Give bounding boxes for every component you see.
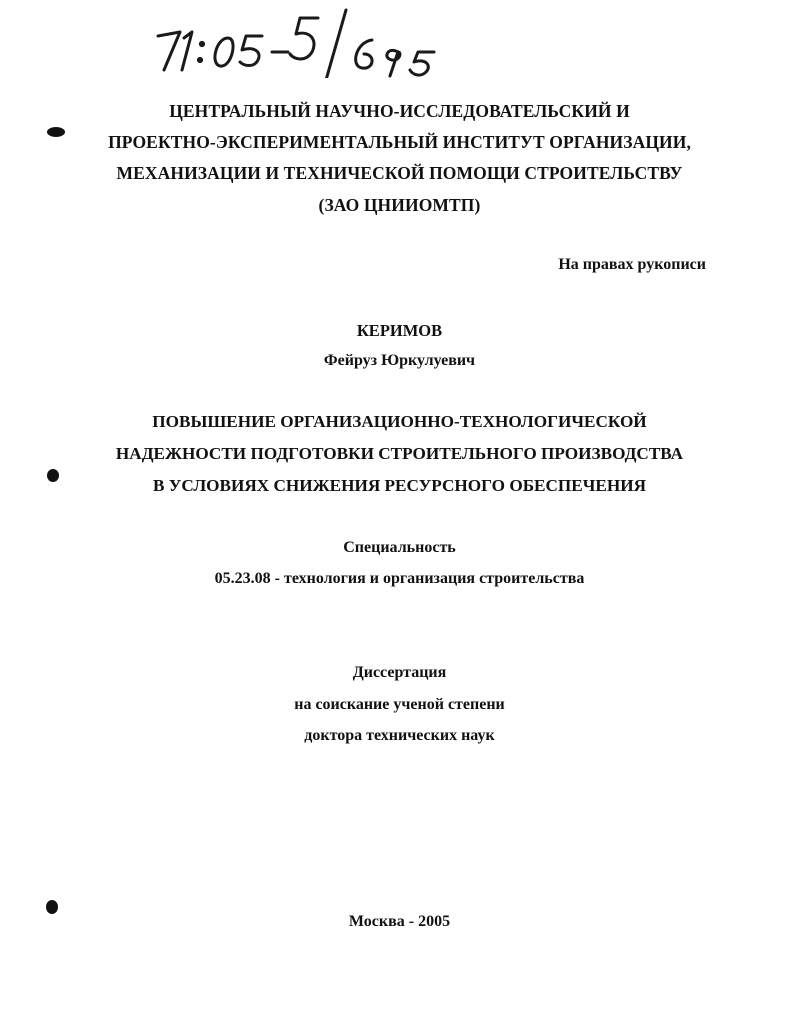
specialty-label: Специальность [343, 539, 456, 556]
punch-hole-mark [46, 900, 58, 914]
degree-line: доктора технических наук [304, 727, 495, 744]
institute-line: МЕХАНИЗАЦИИ И ТЕХНИЧЕСКОЙ ПОМОЩИ СТРОИТЕЛЬСТВУ [116, 163, 683, 183]
institute-line: ЦЕНТРАЛЬНЫЙ НАУЧНО-ИССЛЕДОВАТЕЛЬСКИЙ И [169, 101, 630, 121]
manuscript-rights-note: На правах рукописи [558, 256, 706, 273]
handwritten-archive-code [150, 8, 450, 78]
dissertation-title-line: В УСЛОВИЯХ СНИЖЕНИЯ РЕСУРСНОГО ОБЕСПЕЧЕНИЯ [152, 476, 646, 495]
author-surname: КЕРИМОВ [356, 321, 443, 340]
institute-line: ПРОЕКТНО-ЭКСПЕРИМЕНТАЛЬНЫЙ ИНСТИТУТ ОРГАНИЗАЦИИ, [108, 132, 691, 152]
institute-abbreviation: (ЗАО ЦНИИОМТП) [318, 195, 481, 215]
specialty-value: 05.23.08 - технология и организация строительства [214, 570, 585, 587]
degree-line: на соискание ученой степени [294, 696, 505, 713]
author-given-names: Фейруз Юркулуевич [323, 352, 476, 369]
place-and-year: Москва - 2005 [348, 913, 451, 930]
dissertation-title-line: НАДЕЖНОСТИ ПОДГОТОВКИ СТРОИТЕЛЬНОГО ПРОИЗВОДСТВА [115, 444, 684, 463]
dissertation-title-line: ПОВЫШЕНИЕ ОРГАНИЗАЦИОННО-ТЕХНОЛОГИЧЕСКОЙ [152, 412, 647, 431]
document-type: Диссертация [352, 664, 447, 681]
